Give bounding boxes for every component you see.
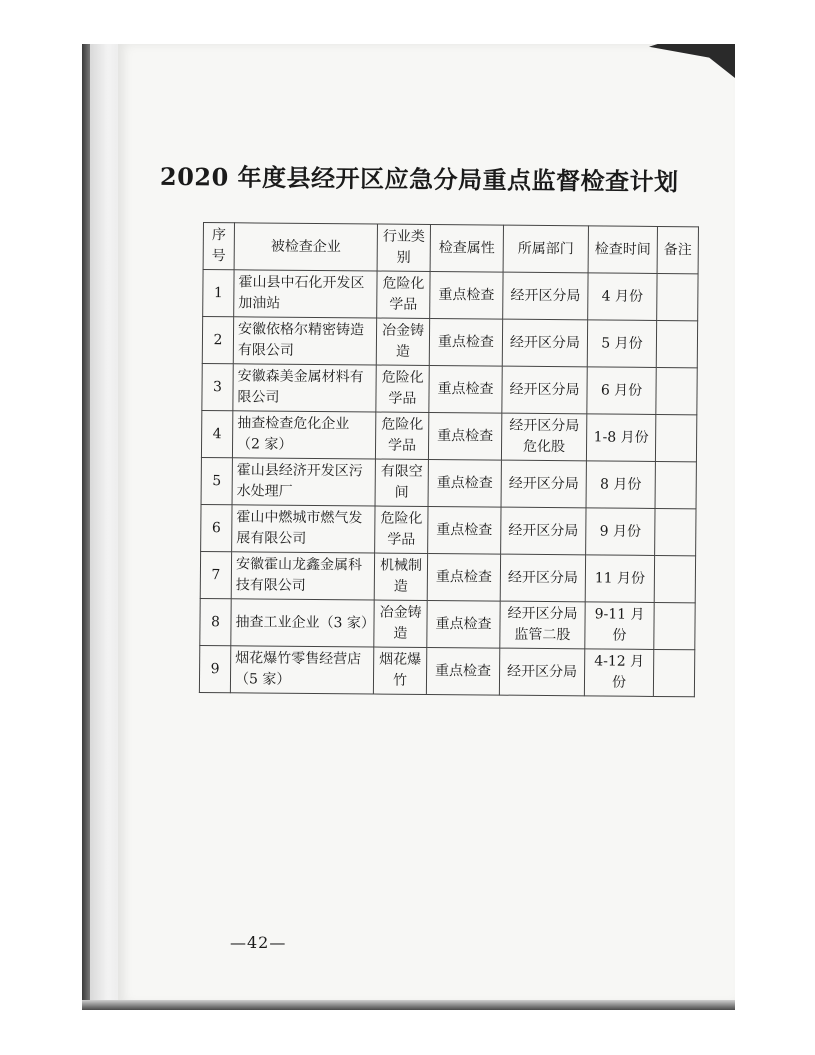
cell-industry: 机械制造 xyxy=(374,553,427,600)
page-stack-edge xyxy=(90,44,120,1004)
cell-attribute: 重点检查 xyxy=(430,271,503,319)
cell-time: 6 月份 xyxy=(587,367,656,415)
header-time: 检查时间 xyxy=(588,226,657,274)
cell-dept: 经开区分局 xyxy=(501,460,586,508)
book-spine xyxy=(82,44,90,1004)
cell-no: 7 xyxy=(200,551,231,598)
cell-dept: 经开区分局监管二股 xyxy=(500,601,585,649)
cell-enterprise: 抽查工业企业（3 家） xyxy=(231,599,374,647)
cell-no: 5 xyxy=(201,457,232,504)
cell-industry: 危险化学品 xyxy=(377,271,430,318)
cell-dept: 经开区分局 xyxy=(502,366,587,414)
cell-note xyxy=(655,508,696,555)
cell-enterprise: 烟花爆竹零售经营店（5 家） xyxy=(230,646,373,694)
cell-enterprise: 安徽霍山龙鑫金属科技有限公司 xyxy=(231,552,374,600)
cell-note xyxy=(656,320,697,367)
cell-industry: 危险化学品 xyxy=(376,365,429,412)
table-row xyxy=(202,317,697,368)
cell-time: 9 月份 xyxy=(586,508,655,556)
cell-no: 8 xyxy=(200,598,231,645)
cell-no: 2 xyxy=(202,317,233,364)
table-row xyxy=(199,645,694,696)
cell-time: 5 月份 xyxy=(587,320,656,368)
cell-no: 6 xyxy=(201,504,232,551)
cell-dept: 经开区分局 xyxy=(502,319,587,367)
cell-no: 9 xyxy=(199,645,230,692)
cell-note xyxy=(655,414,696,461)
cell-time: 4-12 月份 xyxy=(584,649,653,697)
cell-industry: 危险化学品 xyxy=(375,412,428,459)
cell-time: 1-8 月份 xyxy=(586,414,655,462)
cell-no: 3 xyxy=(202,363,233,410)
cell-industry: 烟花爆竹 xyxy=(373,647,426,694)
cell-attribute: 重点检查 xyxy=(427,553,500,601)
cell-time: 11 月份 xyxy=(585,555,654,603)
cell-attribute: 重点检查 xyxy=(428,459,501,507)
cell-enterprise: 抽查检查危化企业（2 家） xyxy=(232,411,375,459)
cell-attribute: 重点检查 xyxy=(427,600,500,648)
cell-no: 1 xyxy=(203,270,234,317)
header-industry: 行业类别 xyxy=(377,224,430,271)
cell-industry: 冶金铸造 xyxy=(374,600,427,647)
cell-dept: 经开区分局 xyxy=(500,554,585,602)
cell-enterprise: 霍山中燃城市燃气发展有限公司 xyxy=(232,505,375,553)
cell-note xyxy=(653,649,694,696)
cell-note xyxy=(657,273,698,320)
cell-dept: 经开区分局危化股 xyxy=(501,413,586,461)
header-enterprise: 被检查企业 xyxy=(234,223,377,271)
cell-attribute: 重点检查 xyxy=(426,647,499,695)
cell-attribute: 重点检查 xyxy=(428,412,501,460)
cell-industry: 危险化学品 xyxy=(375,506,428,553)
table-row xyxy=(201,457,696,508)
cell-enterprise: 安徽森美金属材料有限公司 xyxy=(233,364,376,412)
document-title: 2020 年度县经开区应急分局重点监督检查计划 xyxy=(159,161,679,197)
cell-attribute: 重点检查 xyxy=(429,318,502,366)
cell-time: 8 月份 xyxy=(586,461,655,509)
table-header-row xyxy=(203,223,698,274)
cell-no: 4 xyxy=(201,410,232,457)
header-attribute: 检查属性 xyxy=(430,224,503,272)
cell-time: 4 月份 xyxy=(588,273,657,321)
page-number: —42— xyxy=(230,933,287,952)
cell-attribute: 重点检查 xyxy=(428,506,501,554)
cell-attribute: 重点检查 xyxy=(429,365,502,413)
cell-enterprise: 霍山县经济开发区污水处理厂 xyxy=(232,458,375,506)
inspection-plan-table xyxy=(199,222,699,697)
cell-note xyxy=(654,602,695,649)
cell-enterprise: 霍山县中石化开发区加油站 xyxy=(234,270,377,318)
table-row xyxy=(203,270,698,321)
table-row xyxy=(200,551,695,602)
table-row xyxy=(202,363,697,414)
cell-industry: 有限空间 xyxy=(375,459,428,506)
cell-industry: 冶金铸造 xyxy=(376,318,429,365)
cell-dept: 经开区分局 xyxy=(501,507,586,555)
cell-note xyxy=(655,461,696,508)
table-row xyxy=(201,410,696,461)
table-row xyxy=(201,504,696,555)
cell-enterprise: 安徽依格尔精密铸造有限公司 xyxy=(233,317,376,365)
header-dept: 所属部门 xyxy=(503,225,588,273)
table-row xyxy=(200,598,695,649)
cell-dept: 经开区分局 xyxy=(503,272,588,320)
header-note: 备注 xyxy=(657,226,698,273)
header-no: 序号 xyxy=(203,223,234,270)
cell-dept: 经开区分局 xyxy=(499,648,584,696)
cell-time: 9-11 月份 xyxy=(585,602,654,650)
page-bottom-edge xyxy=(82,1000,735,1010)
cell-note xyxy=(654,555,695,602)
cell-note xyxy=(656,367,697,414)
